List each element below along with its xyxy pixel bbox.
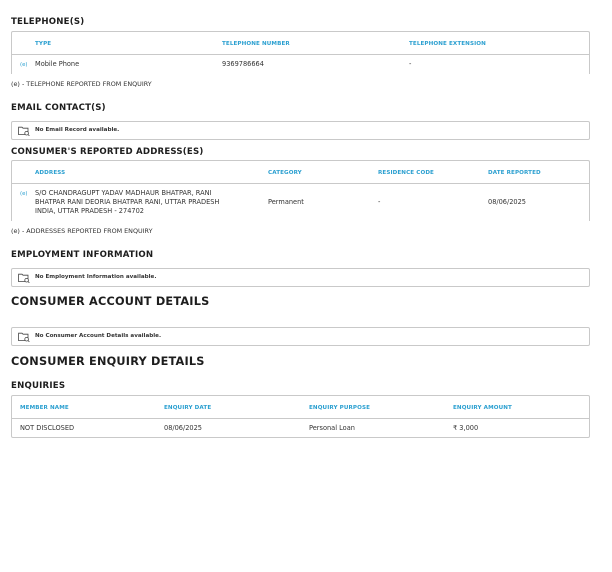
col-type: TYPE: [35, 41, 52, 47]
addresses-note: (e) - ADDRESSES REPORTED FROM ENQUIRY: [11, 227, 153, 235]
accounts-empty-state: [11, 327, 590, 346]
enquiries-table: [11, 395, 590, 438]
enquiry-purpose: Personal Loan: [309, 424, 355, 432]
telephones-title: TELEPHONE(S): [11, 17, 85, 27]
enquiry-member: NOT DISCLOSED: [20, 424, 75, 432]
col-enquiry-purpose: ENQUIRY PURPOSE: [309, 405, 371, 411]
col-telephone-number: TELEPHONE NUMBER: [222, 41, 290, 47]
telephones-table: [11, 31, 590, 74]
address-line-3: INDIA, UTTAR PRADESH - 274702: [35, 207, 144, 215]
employment-empty-state: [11, 268, 590, 287]
enquiry-amount: ₹ 3,000: [453, 424, 479, 432]
email-empty-state: [11, 121, 590, 140]
phone-number: 9369786664: [222, 60, 264, 68]
address-line-2: BHATPAR RANI DEORIA BHATPAR RANI, UTTAR PRADESH: [35, 198, 220, 206]
col-address: ADDRESS: [35, 170, 66, 176]
enquiry-title: CONSUMER ENQUIRY DETAILS: [11, 355, 205, 368]
folder-search-icon: [18, 126, 30, 136]
accounts-empty-text: No Consumer Account Details available.: [35, 333, 162, 339]
folder-search-icon: [18, 332, 30, 342]
col-category: CATEGORY: [268, 170, 302, 176]
address-residence-code: -: [378, 198, 381, 206]
col-member-name: MEMBER NAME: [20, 405, 69, 411]
accounts-title: CONSUMER ACCOUNT DETAILS: [11, 295, 210, 308]
phone-type: Mobile Phone: [35, 60, 80, 68]
divider: [12, 54, 589, 55]
email-title: EMAIL CONTACT(S): [11, 103, 106, 113]
address-line-1: S/O CHANDRAGUPT YADAV MADHAUR BHATPAR, RANI: [35, 189, 212, 197]
col-telephone-extension: TELEPHONE EXTENSION: [409, 41, 486, 47]
addresses-title: CONSUMER'S REPORTED ADDRESS(ES): [11, 147, 204, 157]
col-date-reported: DATE REPORTED: [488, 170, 541, 176]
enquiry-date: 08/06/2025: [164, 424, 203, 432]
col-enquiry-date: ENQUIRY DATE: [164, 405, 212, 411]
folder-search-icon: [18, 273, 30, 283]
col-residence-code: RESIDENCE CODE: [378, 170, 434, 176]
employment-empty-text: No Employment Information available.: [35, 274, 157, 280]
divider: [12, 418, 589, 419]
address-category: Permanent: [268, 198, 304, 206]
enquiries-subtitle: ENQUIRIES: [11, 381, 66, 391]
address-date-reported: 08/06/2025: [488, 198, 527, 206]
enquiry-tag: (e): [20, 191, 28, 197]
email-empty-text: No Email Record available.: [35, 127, 120, 133]
col-enquiry-amount: ENQUIRY AMOUNT: [453, 405, 512, 411]
enquiry-tag: (e): [20, 62, 28, 68]
divider: [12, 183, 589, 184]
employment-title: EMPLOYMENT INFORMATION: [11, 250, 154, 260]
phone-extension: -: [409, 60, 412, 68]
addresses-table: [11, 160, 590, 221]
telephones-note: (e) - TELEPHONE REPORTED FROM ENQUIRY: [11, 80, 152, 88]
